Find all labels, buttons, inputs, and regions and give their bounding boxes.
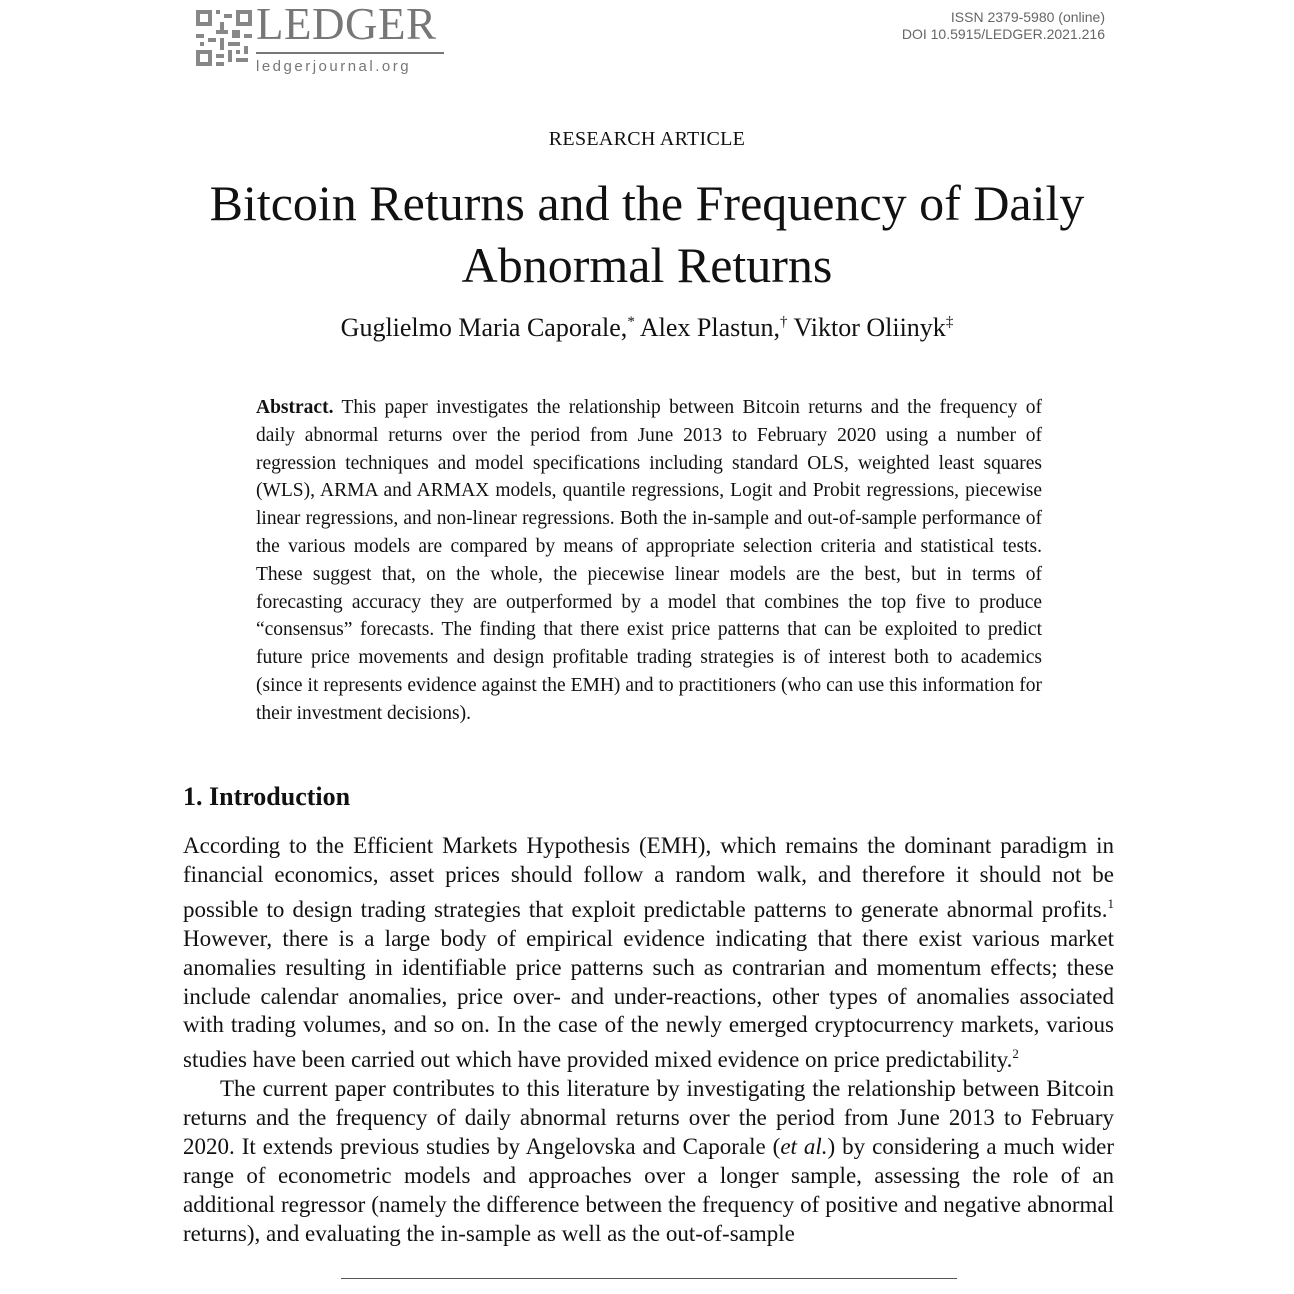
author-name: Viktor Oliinyk (793, 313, 946, 342)
paragraph-text: The current paper contributes to this literature by investigating the relationship between Bitcoin returns and the frequency of daily abnormal returns over the period from June 2013 to February 2020. It extends previous studies by Angelovska and Caporale ( (183, 1076, 1114, 1160)
journal-wordmark: LEDGER (256, 0, 437, 49)
author-name: Alex Plastun, (639, 313, 780, 342)
paragraph-text: However, there is a large body of empirical evidence indicating that there exist various market anomalies resulting in identifiable price patterns such as contrarian and momentum effects; these include calendar anomalies, price over- and under-reactions, other types of anomalies associated with trading volumes, and so on. In the case of the newly emerged cryptocurrency markets, various studies have been carried out which have provided mixed evidence on price predictability. (183, 925, 1114, 1073)
abstract-text: This paper investigates the relationship between Bitcoin returns and the frequency of daily abnormal returns over the period from June 2013 to February 2020 using a number of regression techniques and model specifications including standard OLS, weighted least squares (WLS), ARMA and ARMAX models, quantile regressions, Logit and Probit regressions, piecewise linear regressions, and non-linear regressions. Both the in-sample and out-of-sample performance of the various models are compared by means of appropriate selection criteria and statistical tests. These suggest that, on the whole, the piecewise linear models are the best, but in terms of forecasting accuracy they are outperformed by a model that combines the top five to produce “consensus” forecasts. The finding that there exist price patterns that can be exploited to predict future price movements and design profitable trading strategies is of interest both to academics (since it represents evidence against the EMH) and to practitioners (who can use this information for their investment decisions). (256, 397, 1043, 724)
author-mark: † (780, 314, 788, 330)
journal-site: ledgerjournal.org (256, 58, 412, 75)
emphasis-text: et al. (780, 1134, 828, 1160)
introduction-body (183, 832, 1114, 1249)
paragraph-text: According to the Efficient Markets Hypothesis (EMH), which remains the dominant paradigm in financial economics, asset prices should follow a random walk, and therefore it should not be possible to design trading strategies that exploit predictable patterns to generate abnormal profits. (183, 833, 1114, 922)
author-name: Guglielmo Maria Caporale, (340, 313, 628, 342)
journal-logo (196, 0, 456, 75)
publication-meta (902, 9, 1105, 43)
paragraph (183, 832, 1114, 1075)
author-mark: * (627, 314, 635, 330)
paper-title: Bitcoin Returns and the Frequency of Daily Abnormal Returns (209, 175, 1085, 293)
author-mark: ‡ (945, 314, 954, 330)
wordmark-rule (256, 52, 444, 54)
paragraph (183, 1075, 1114, 1248)
footnote-separator (341, 1278, 957, 1279)
abstract (256, 394, 1042, 728)
qr-code-icon (196, 10, 252, 66)
abstract-label: Abstract. (256, 397, 334, 418)
section-heading: 1. Introduction (183, 782, 351, 811)
doi: DOI 10.5915/LEDGER.2021.216 (901, 26, 1105, 42)
paragraph-text: ) by considering a much wider range of econometric models and approaches over a longer sample, assessing the role of an additional regressor (namely the difference between the frequency of positive and negative abnormal returns), and evaluating the in-sample as well as the out-of-sample (183, 1134, 1114, 1246)
footnote-ref[interactable]: 1 (1107, 895, 1114, 911)
footnote-ref[interactable]: 2 (1012, 1046, 1019, 1062)
author-list (0, 313, 1294, 343)
issn: ISSN 2379-5980 (online) (950, 9, 1105, 25)
article-type: RESEARCH ARTICLE (548, 128, 746, 150)
